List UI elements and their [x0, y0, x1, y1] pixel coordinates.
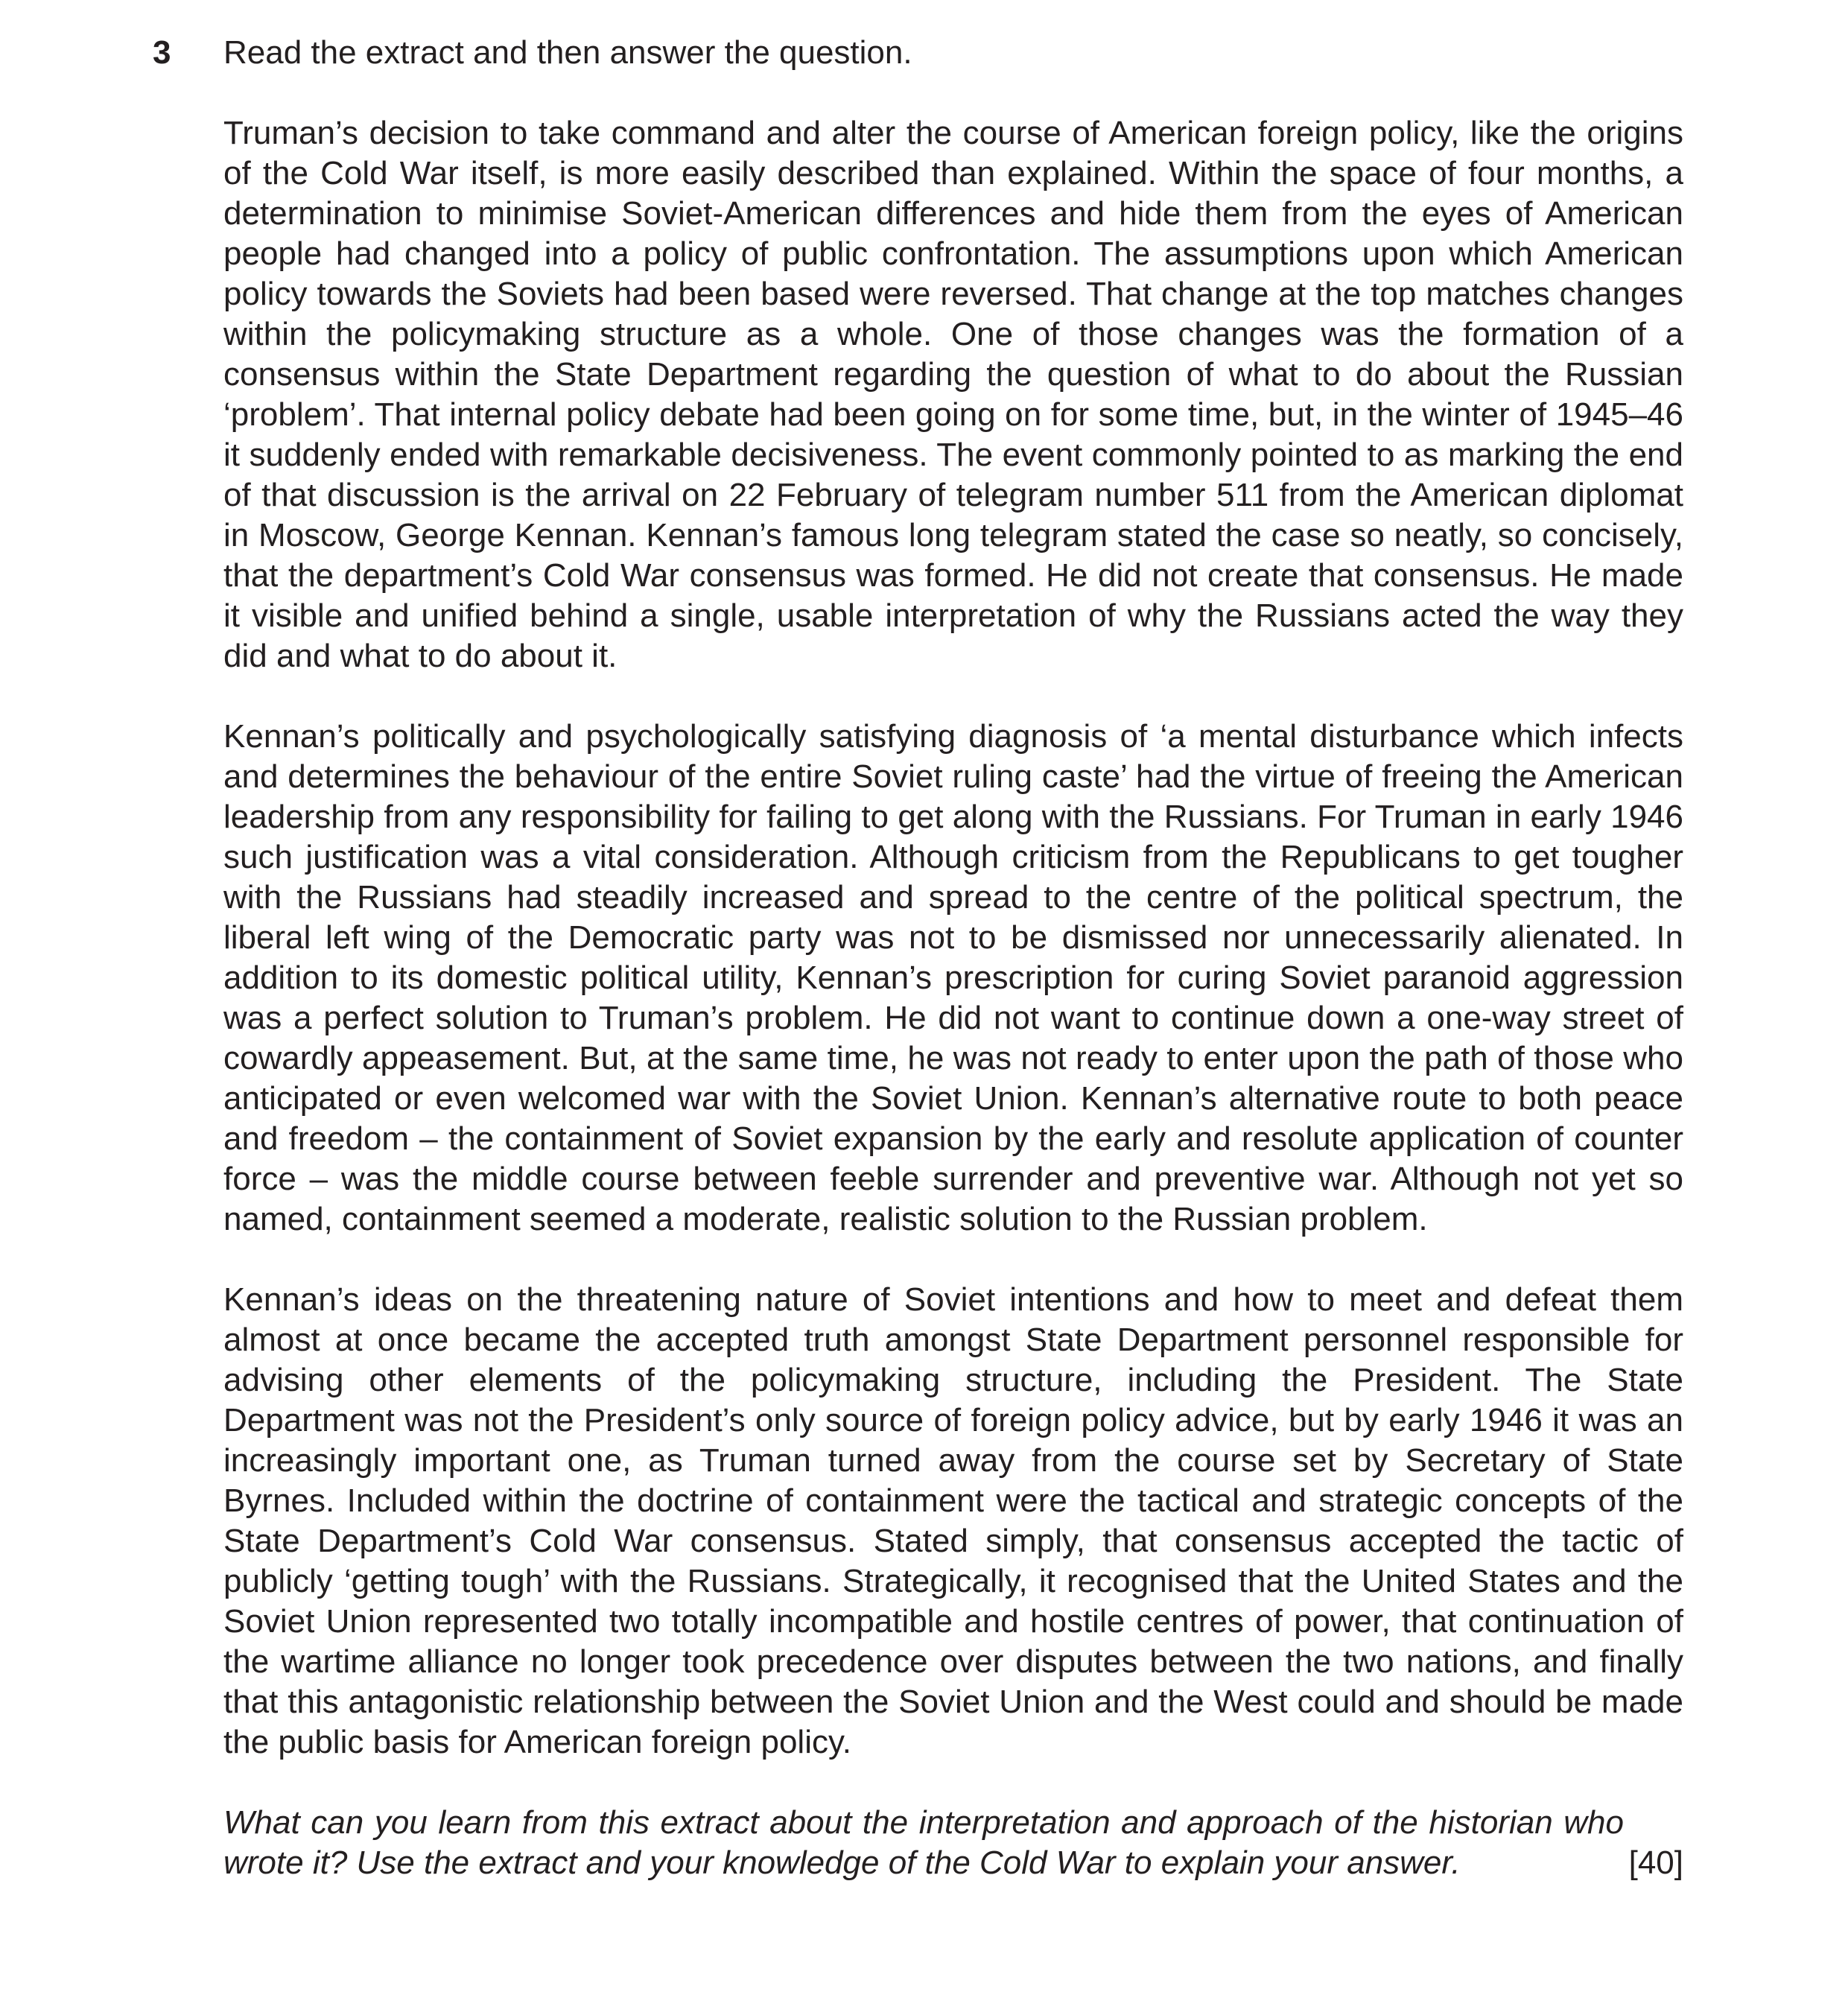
extract-paragraph-2: Kennan’s politically and psychologically satisfying diagnosis of ‘a mental disturbance which infects and determines the behaviour of the entire Soviet ruling caste’ had the virtue of freeing the American leadership from any responsibility for failing to get along with the Russians. For Truman in early 1946 such justification was a vital consideration. Although criticism from the Republicans to get tougher with the Russians had steadily increased and spread to the centre of the political spectrum, the liberal left wing of the Democratic party was not to be dismissed nor unnecessarily alienated. In addition to its domestic political utility, Kennan’s prescription for curing Soviet paranoid aggression was a perfect solution to Truman’s problem. He did not want to continue down a one-way street of cowardly appeasement. But, at the same time, he was not ready to enter upon the path of those who anticipated or even welcomed war with the Soviet Union. Kennan’s alternative route to both peace and freedom – the containment of Soviet expansion by the early and resolute application of counter force – was the middle course between feeble surrender and preventive war. Although not yet so named, containment seemed a moderate, realistic solution to the Russian problem. — [223, 718, 1683, 1237]
question-body — [223, 33, 1683, 1883]
question-instruction: Read the extract and then answer the question. — [223, 34, 912, 71]
question-number: 3 — [153, 34, 171, 71]
extract-paragraph-3: Kennan’s ideas on the threatening nature of Soviet intentions and how to meet and defeat them almost at once became the accepted truth amongst State Department personnel responsible for advising other elements of the policymaking structure, including the President. The State Department was not the President’s only source of foreign policy advice, but by early 1946 it was an increasingly important one, as Truman turned away from the course set by Secretary of State Byrnes. Included within the doctrine of containment were the tactical and strategic concepts of the State Department’s Cold War consensus. Stated simply, that consensus accepted the tactic of publicly ‘getting tough’ with the Russians. Strategically, it recognised that the United States and the Soviet Union represented two totally incompatible and hostile centres of power, that continuation of the wartime alliance no longer took precedence over disputes between the two nations, and finally that this antagonistic relationship between the Soviet Union and the West could and should be made the public basis for American foreign policy. — [223, 1281, 1683, 1760]
extract-paragraph-1: Truman’s decision to take command and alter the course of American foreign policy, like the origins of the Cold War itself, is more easily described than explained. Within the space of four months, a determination to minimise Soviet-American differences and hide them from the eyes of American people had changed into a policy of public confrontation. The assumptions upon which American policy towards the Soviets had been based were reversed. That change at the top matches changes within the policymaking structure as a whole. One of those changes was the formation of a consensus within the State Department regarding the question of what to do about the Russian ‘problem’. That internal policy debate had been going on for some time, but, in the winter of 1945–46 it suddenly ended with remarkable decisiveness. The event commonly pointed to as marking the end of that discussion is the arrival on 22 February of telegram number 511 from the American diplomat in Moscow, George Kennan. Kennan’s famous long telegram stated the case so neatly, so concisely, that the department’s Cold War consensus was formed. He did not create that consensus. He made it visible and unified behind a single, usable interpretation of why the Russians acted the way they did and what to do about it. — [223, 115, 1683, 674]
question-prompt: What can you learn from this extract about the interpretation and approach of the historian who wrote it? Use the extract and your knowledge of the Cold War to explain your answer. — [223, 1804, 1624, 1881]
question-prompt-block — [223, 1803, 1683, 1883]
marks-allocation: [40] — [1628, 1844, 1683, 1881]
